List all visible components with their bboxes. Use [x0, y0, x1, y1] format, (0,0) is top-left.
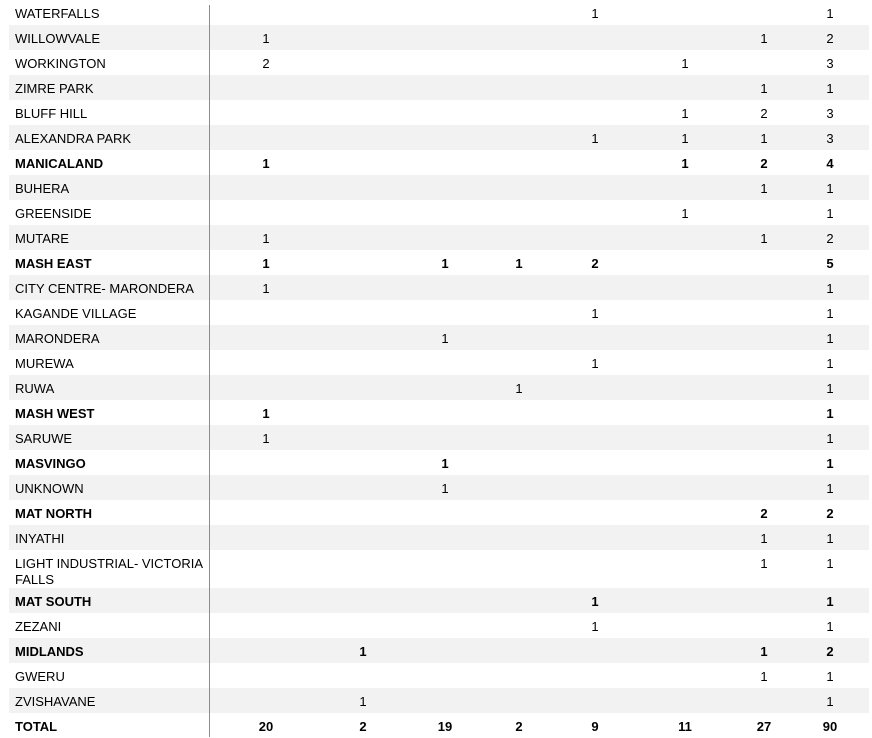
- value-cell: 1: [681, 106, 689, 121]
- table-row: [9, 225, 869, 250]
- value-cell: 1: [262, 256, 270, 271]
- table-row: [9, 0, 869, 25]
- row-total-cell: 1: [826, 281, 834, 296]
- row-label: SARUWE: [15, 431, 73, 446]
- table-row: [9, 75, 869, 100]
- value-cell: 1: [515, 381, 523, 396]
- value-cell: 1: [262, 156, 270, 171]
- table-row: [9, 375, 869, 400]
- table-row: [9, 475, 869, 500]
- table-row: [9, 300, 869, 325]
- row-label: GREENSIDE: [15, 206, 92, 221]
- table-row: [9, 663, 869, 688]
- row-label: ZEZANI: [15, 619, 62, 634]
- row-label: RUWA: [15, 381, 55, 396]
- row-total-cell: 1: [826, 181, 834, 196]
- value-cell: 1: [262, 31, 270, 46]
- value-cell: 1: [441, 256, 449, 271]
- value-cell: 1: [262, 431, 270, 446]
- row-total-cell: 3: [826, 106, 834, 121]
- table-row: [9, 100, 869, 125]
- row-total-cell: 1: [826, 531, 834, 546]
- table-row: [9, 125, 869, 150]
- value-cell: 1: [681, 156, 689, 171]
- location-summary-table: [9, 0, 869, 738]
- table-row: [9, 325, 869, 350]
- value-cell: 1: [591, 356, 599, 371]
- row-total-cell: 1: [826, 331, 834, 346]
- value-cell: 1: [681, 206, 689, 221]
- row-total-cell: 4: [826, 156, 834, 171]
- row-label: MASH EAST: [15, 256, 92, 271]
- value-cell: 2: [515, 719, 523, 734]
- value-cell: 1: [359, 644, 367, 659]
- value-cell: 1: [760, 31, 768, 46]
- row-total-cell: 1: [826, 594, 834, 609]
- table-row: [9, 25, 869, 50]
- row-total-cell: 1: [826, 669, 834, 684]
- row-total-cell: 1: [826, 481, 834, 496]
- row-label: WATERFALLS: [15, 6, 100, 21]
- row-total-cell: 1: [826, 406, 834, 421]
- table-row: [9, 250, 869, 275]
- row-total-cell: 3: [826, 56, 834, 71]
- table-row: [9, 525, 869, 550]
- row-total-cell: 3: [826, 131, 834, 146]
- row-total-cell: 1: [826, 431, 834, 446]
- value-cell: 1: [760, 556, 768, 571]
- table-row: [9, 638, 869, 663]
- value-cell: 1: [760, 231, 768, 246]
- row-label: MAT SOUTH: [15, 594, 92, 609]
- row-label: MUREWA: [15, 356, 74, 371]
- value-cell: 9: [591, 719, 599, 734]
- row-label: KAGANDE VILLAGE: [15, 306, 137, 321]
- table-row: [9, 613, 869, 638]
- value-cell: 1: [760, 531, 768, 546]
- row-total-cell: 2: [826, 31, 834, 46]
- value-cell: 1: [760, 131, 768, 146]
- table-row: [9, 450, 869, 475]
- row-label: MASVINGO: [15, 456, 86, 471]
- table-row: [9, 200, 869, 225]
- row-label: MASH WEST: [15, 406, 95, 421]
- table-row: [9, 275, 869, 300]
- value-cell: 1: [515, 256, 523, 271]
- row-label: ALEXANDRA PARK: [15, 131, 132, 146]
- row-total-cell: 2: [826, 506, 834, 521]
- row-label: BUHERA: [15, 181, 70, 196]
- value-cell: 2: [591, 256, 599, 271]
- value-cell: 1: [681, 56, 689, 71]
- value-cell: 2: [760, 106, 768, 121]
- row-label: MAT NORTH: [15, 506, 93, 521]
- column-divider: [209, 5, 210, 737]
- row-label: BLUFF HILL: [15, 106, 88, 121]
- table-row: [9, 688, 869, 713]
- value-cell: 1: [760, 181, 768, 196]
- row-label: LIGHT INDUSTRIAL- VICTORIA FALLS: [15, 556, 203, 587]
- value-cell: 11: [678, 719, 692, 734]
- value-cell: 2: [760, 506, 768, 521]
- table-row: [9, 400, 869, 425]
- value-cell: 1: [441, 331, 449, 346]
- row-label: TOTAL: [15, 719, 58, 734]
- row-total-cell: 1: [826, 306, 834, 321]
- table-row: [9, 175, 869, 200]
- row-total-cell: 1: [826, 81, 834, 96]
- value-cell: 1: [681, 131, 689, 146]
- value-cell: 1: [591, 6, 599, 21]
- table-row: [9, 588, 869, 613]
- table-row: [9, 350, 869, 375]
- row-label: ZVISHAVANE: [15, 694, 96, 709]
- row-total-cell: 1: [826, 6, 834, 21]
- row-total-cell: 2: [826, 231, 834, 246]
- value-cell: 2: [359, 719, 367, 734]
- row-total-cell: 1: [826, 456, 834, 471]
- row-total-cell: 1: [826, 356, 834, 371]
- table-row: [9, 425, 869, 450]
- row-label: MUTARE: [15, 231, 69, 246]
- row-total-cell: 1: [826, 206, 834, 221]
- value-cell: 1: [760, 81, 768, 96]
- row-label: GWERU: [15, 669, 65, 684]
- value-cell: 1: [262, 406, 270, 421]
- row-label: MANICALAND: [15, 156, 104, 171]
- row-total-cell: 90: [822, 719, 838, 734]
- total-row: [9, 713, 869, 738]
- value-cell: 1: [591, 306, 599, 321]
- value-cell: 19: [437, 719, 453, 734]
- value-cell: 1: [262, 281, 270, 296]
- value-cell: 1: [441, 481, 449, 496]
- value-cell: 20: [258, 719, 274, 734]
- row-label: ZIMRE PARK: [15, 81, 94, 96]
- value-cell: 1: [359, 694, 367, 709]
- value-cell: 2: [760, 156, 768, 171]
- value-cell: 1: [441, 456, 449, 471]
- row-label: UNKNOWN: [15, 481, 84, 496]
- row-total-cell: 1: [826, 556, 834, 571]
- row-label: INYATHI: [15, 531, 65, 546]
- value-cell: 1: [262, 231, 270, 246]
- value-cell: 2: [262, 56, 270, 71]
- value-cell: 1: [591, 131, 599, 146]
- row-total-cell: 1: [826, 381, 834, 396]
- row-total-cell: 1: [826, 694, 834, 709]
- value-cell: 27: [756, 719, 772, 734]
- value-cell: 1: [760, 644, 768, 659]
- row-label: MIDLANDS: [15, 644, 84, 659]
- table-row: [9, 500, 869, 525]
- row-total-cell: 5: [826, 256, 834, 271]
- row-label: WILLOWVALE: [15, 31, 101, 46]
- row-total-cell: 2: [826, 644, 834, 659]
- row-total-cell: 1: [826, 619, 834, 634]
- row-label: MARONDERA: [15, 331, 100, 346]
- table-row: [9, 550, 869, 588]
- value-cell: 1: [591, 594, 599, 609]
- row-label: CITY CENTRE- MARONDERA: [15, 281, 194, 296]
- table-row: [9, 50, 869, 75]
- value-cell: 1: [591, 619, 599, 634]
- table-row: [9, 150, 869, 175]
- value-cell: 1: [760, 669, 768, 684]
- row-label: WORKINGTON: [15, 56, 106, 71]
